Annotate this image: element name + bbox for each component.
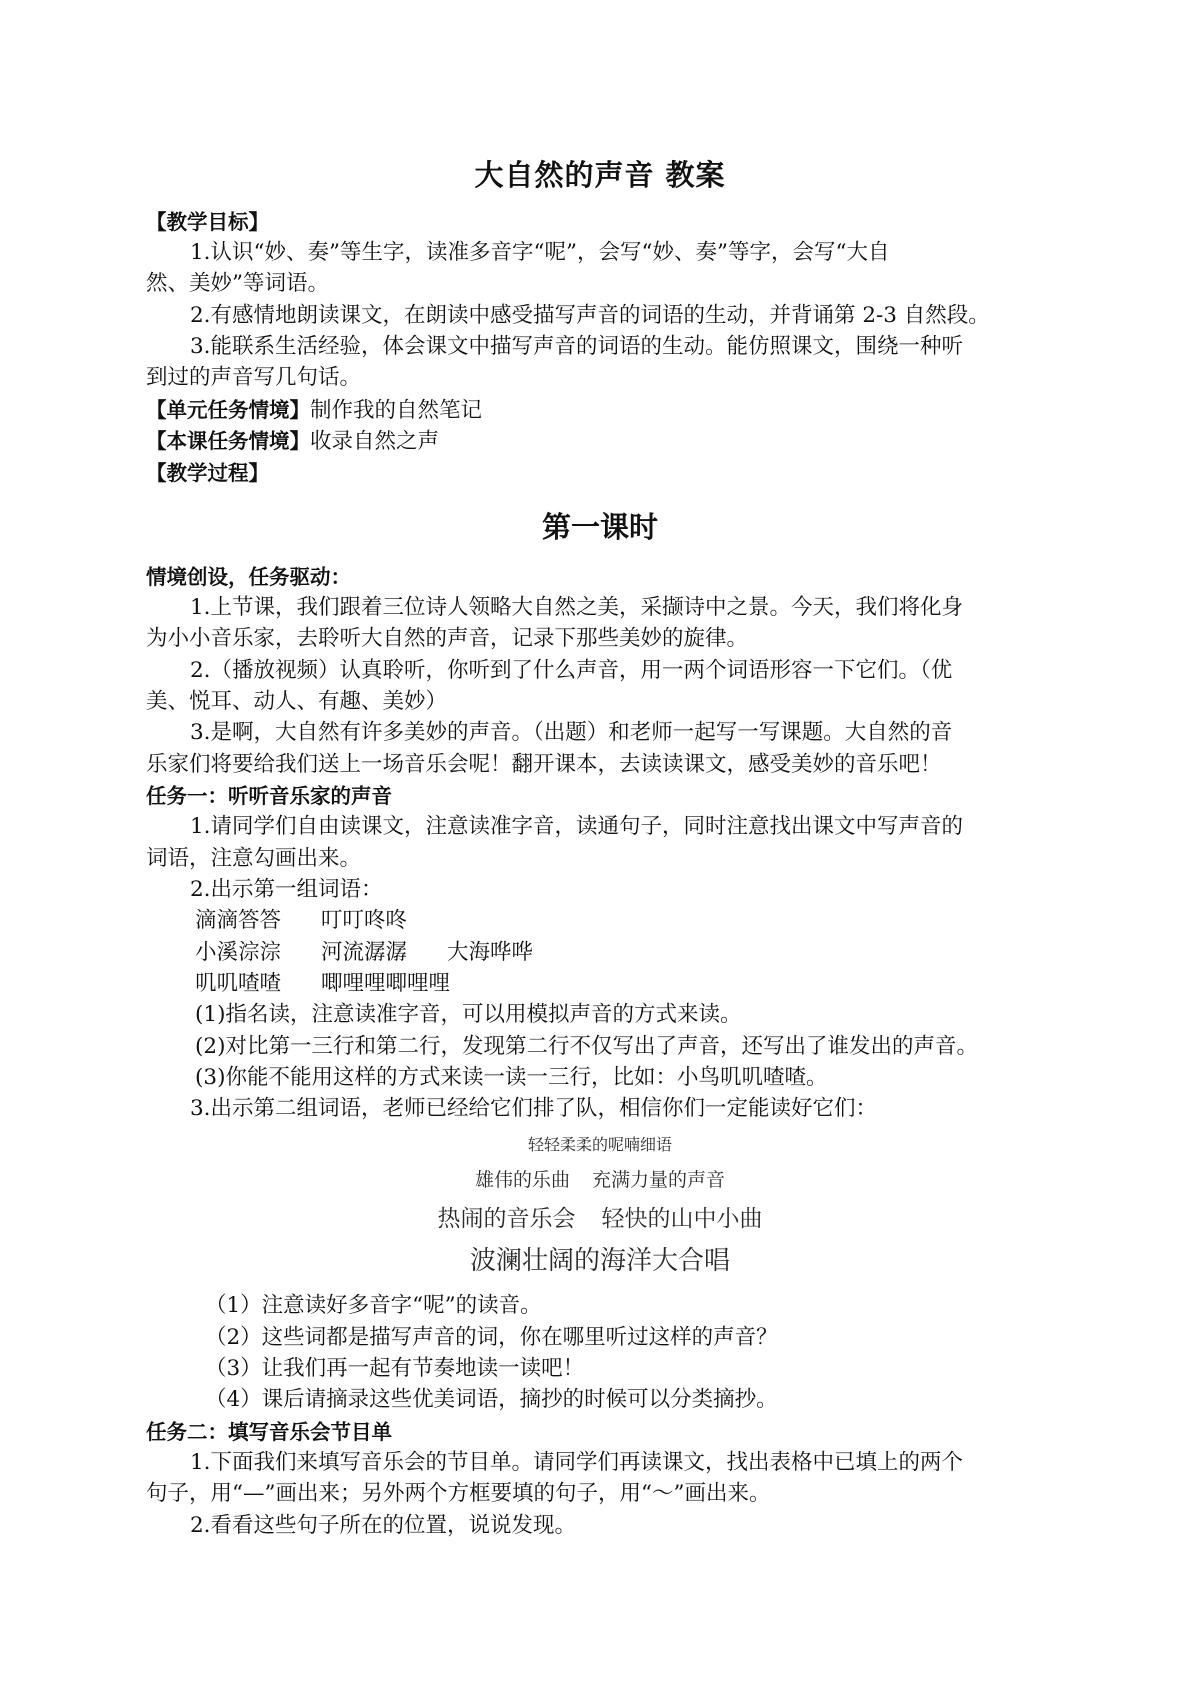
objective-1-line-1: 1.认识“妙、奏”等生字，读准多音字“呢”，会写“妙、奏”等字，会写“大自 (190, 240, 890, 265)
task-1-question-2: （2）这些词都是描写声音的词，你在哪里听过这样的声音？ (205, 1325, 778, 1350)
lesson-title: 第一课时 (541, 510, 658, 544)
word-item: 大海哗哗 (447, 940, 534, 965)
intro-1-line-2: 为小小音乐家，去聆听大自然的声音，记录下那些美妙的旋律。 (146, 626, 749, 651)
task-1-point-2: (2)对比第一三行和第二行，发现第二行不仅写出了声音，还写出了谁发出的声音。 (195, 1034, 978, 1059)
task-1-question-4: （4）课后请摘录这些优美词语，摘抄的时候可以分类摘抄。 (205, 1387, 778, 1412)
word-item: 滴滴答答 (195, 908, 282, 933)
task-1-point-1: (1)指名读，注意读准字音，可以用模拟声音的方式来读。 (195, 1002, 742, 1027)
word-group-row-1 (195, 905, 1115, 937)
task-1-item-2: 2.出示第一组词语： (190, 877, 383, 902)
objective-3-line-2: 到过的声音写几句话。 (146, 365, 362, 390)
phrase-text: 轻轻柔柔的呢喃细语 (527, 1135, 672, 1154)
word-item: 河流潺潺 (321, 940, 408, 965)
phrase-line-3 (0, 1200, 1200, 1233)
section-intro-heading: 情境创设，任务驱动： (146, 565, 351, 589)
objective-2: 2.有感情地朗读课文，在朗读中感受描写声音的词语的生动，并背诵第 2-3 自然段。 (190, 303, 990, 328)
phrase-text: 轻快的山中小曲 (601, 1206, 763, 1232)
phrase-text: 充满力量的声音 (592, 1169, 726, 1191)
task-1-question-1: （1）注意读好多音字“呢”的读音。 (205, 1293, 542, 1318)
unit-task-text: 制作我的自然笔记 (310, 398, 483, 423)
objectives-heading: 【教学目标】 (146, 210, 269, 234)
task-2-heading: 任务二：填写音乐会节目单 (146, 1420, 392, 1444)
intro-2-line-1: 2.（播放视频）认真聆听，你听到了什么声音，用一两个词语形容一下它们。（优 (190, 658, 953, 683)
word-item: 叮叮咚咚 (321, 908, 408, 933)
phrase-text: 波澜壮阔的海洋大合唱 (469, 1246, 730, 1276)
phrase-line-1 (0, 1132, 1200, 1155)
task-2-item-1-line-2: 句子，用“—”画出来；另外两个方框要填的句子，用“～”画出来。 (146, 1481, 771, 1506)
task-1-item-1-line-1: 1.请同学们自由读课文，注意读准字音，读通句子，同时注意找出课文中写声音的 (190, 814, 964, 839)
word-group-row-3 (195, 968, 1115, 1000)
intro-3-line-2: 乐家们将要给我们送上一场音乐会呢！翻开课本，去读读课文，感受美妙的音乐吧！ (146, 752, 942, 777)
task-2-item-1-line-1: 1.下面我们来填写音乐会的节目单。请同学们再读课文，找出表格中已填上的两个 (190, 1450, 964, 1475)
task-1-item-3: 3.出示第二组词语，老师已经给它们排了队，相信你们一定能读好它们： (190, 1096, 878, 1121)
lesson-task-label: 【本课任务情境】 (146, 429, 310, 453)
unit-task-row (146, 394, 1066, 427)
task-1-question-3: （3）让我们再一起有节奏地读一读吧！ (205, 1356, 585, 1381)
phrase-text: 雄伟的乐曲 (474, 1169, 570, 1191)
word-item: 小溪淙淙 (195, 940, 282, 965)
task-1-point-3: (3)你能不能用这样的方式来读一读一三行，比如：小鸟叽叽喳喳。 (195, 1065, 828, 1090)
lesson-task-text: 收录自然之声 (310, 429, 440, 454)
unit-task-label: 【单元任务情境】 (146, 398, 310, 422)
word-item: 唧哩哩唧哩哩 (321, 971, 451, 996)
intro-1-line-1: 1.上节课，我们跟着三位诗人领略大自然之美，采撷诗中之景。今天，我们将化身 (190, 595, 964, 620)
document-title: 大自然的声音 教案 (474, 158, 726, 192)
phrase-line-2 (0, 1165, 1200, 1192)
objective-1-line-2: 然、美妙”等词语。 (146, 271, 329, 296)
task-2-item-2: 2.看看这些句子所在的位置，说说发现。 (190, 1513, 577, 1538)
phrase-text: 热闹的音乐会 (437, 1206, 576, 1232)
intro-2-line-2: 美、悦耳、动人、有趣、美妙） (146, 689, 448, 714)
objective-3-line-1: 3.能联系生活经验，体会课文中描写声音的词语的生动。能仿照课文，围绕一种听 (190, 334, 964, 359)
intro-3-line-1: 3.是啊，大自然有许多美妙的声音。（出题）和老师一起写一写课题。大自然的音 (190, 720, 953, 745)
task-1-heading: 任务一：听听音乐家的声音 (146, 784, 392, 808)
word-item: 叽叽喳喳 (195, 971, 282, 996)
process-heading: 【教学过程】 (146, 461, 269, 485)
lesson-task-row (146, 425, 1066, 458)
task-1-item-1-line-2: 词语，注意勾画出来。 (146, 846, 362, 871)
phrase-line-4 (0, 1240, 1200, 1277)
word-group-row-2 (195, 937, 1115, 969)
